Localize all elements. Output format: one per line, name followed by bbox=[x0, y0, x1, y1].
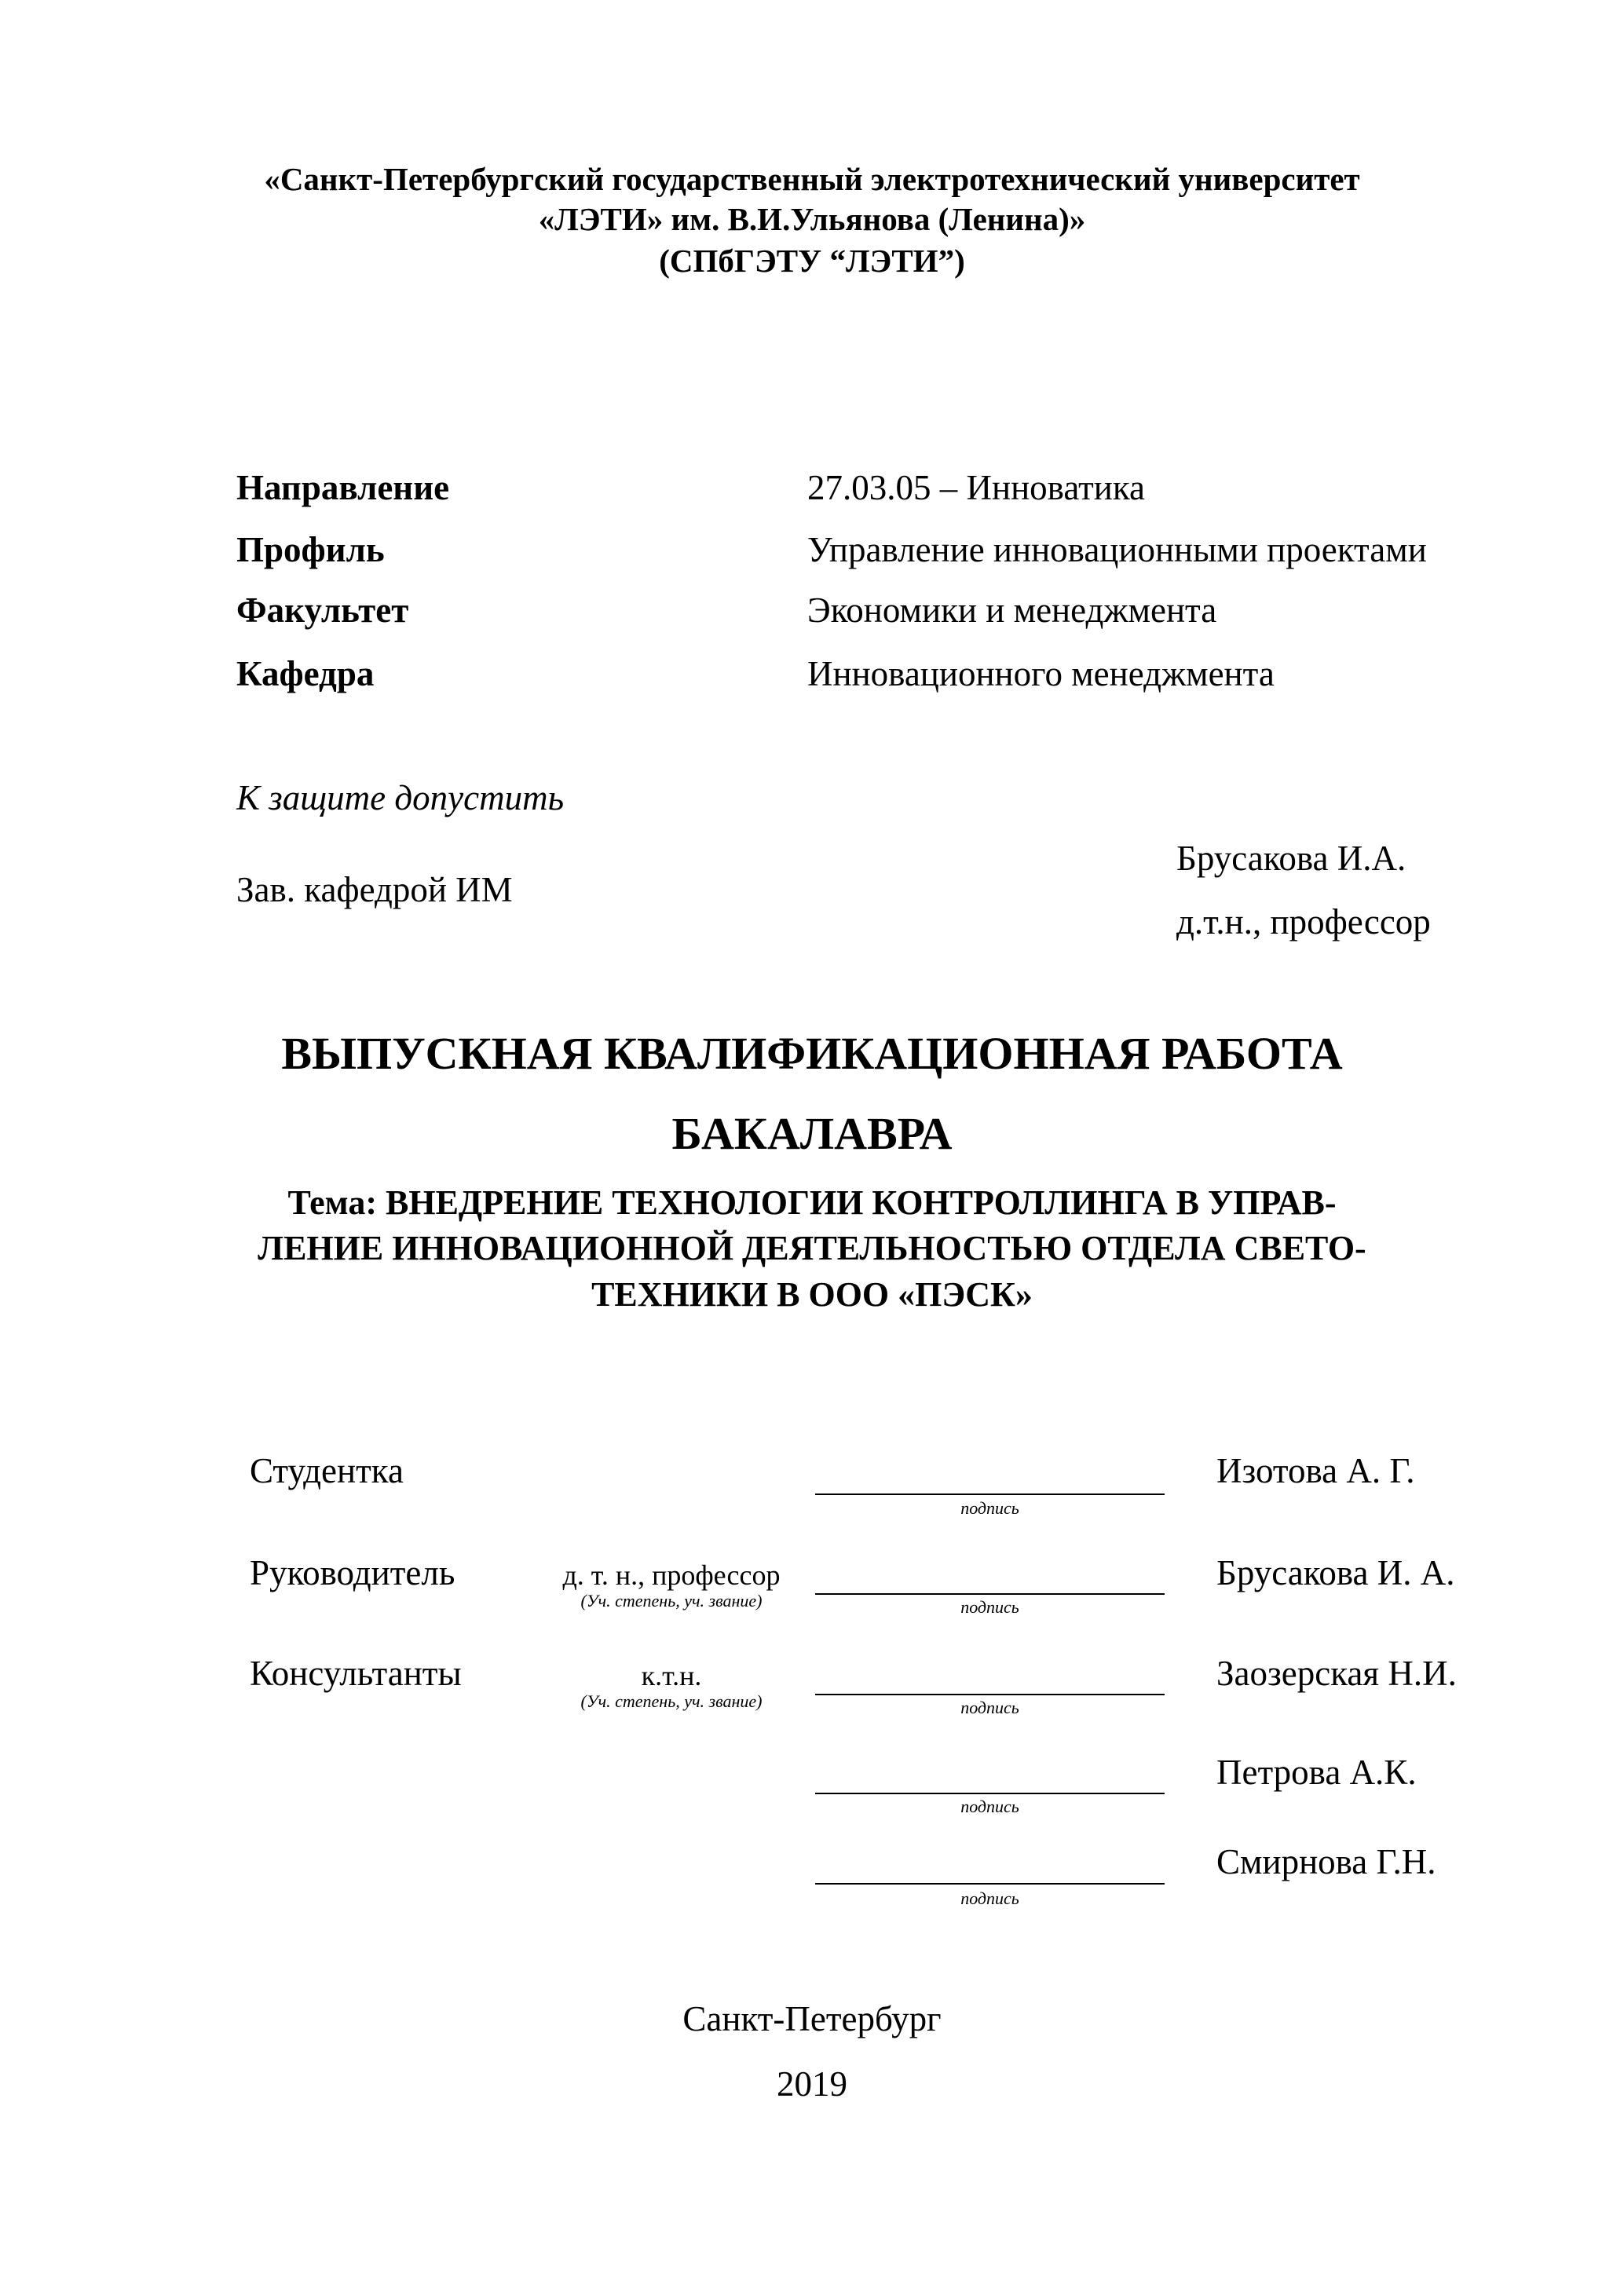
signature-line bbox=[815, 1694, 1165, 1695]
university-name-line2: «ЛЭТИ» им. В.И.Ульянова (Ленина)» bbox=[538, 201, 1086, 237]
theme-line3: ТЕХНИКИ В ООО «ПЭСК» bbox=[591, 1275, 1033, 1314]
signature-line bbox=[815, 1593, 1165, 1595]
signature-caption: подпись bbox=[960, 1597, 1019, 1617]
role-supervisor: Руководитель bbox=[250, 1553, 455, 1592]
title-line2: БАКАЛАВРА bbox=[671, 1108, 953, 1159]
head-label: Зав. кафедрой ИМ bbox=[236, 870, 513, 909]
supervisor-name: Брусакова И. А. bbox=[1216, 1553, 1455, 1592]
consultant-name-3: Смирнова Г.Н. bbox=[1216, 1842, 1436, 1881]
university-name: «Санкт-Петербургский государственный электротехнический университет bbox=[264, 161, 1360, 197]
info-label-profile: Профиль bbox=[236, 530, 385, 569]
signature-caption: подпись bbox=[960, 1888, 1019, 1908]
theme-line1: Тема: ВНЕДРЕНИЕ ТЕХНОЛОГИИ КОНТРОЛЛИНГА В УПРАВ- bbox=[287, 1183, 1337, 1222]
role-student: Студентка bbox=[250, 1451, 404, 1490]
info-value-profile: Управление инновационными проектами bbox=[807, 530, 1427, 569]
university-abbr: (СПбГЭТУ “ЛЭТИ”) bbox=[659, 243, 965, 279]
info-value-department: Инновационного менеджмента bbox=[807, 654, 1275, 693]
year: 2019 bbox=[777, 2064, 847, 2104]
signature-line bbox=[815, 1883, 1165, 1885]
admit-text: К защите допустить bbox=[236, 778, 565, 817]
info-value-faculty: Экономики и менеджмента bbox=[807, 590, 1217, 630]
signature-caption: подпись bbox=[960, 1498, 1019, 1518]
consultant-degree: к.т.н. bbox=[641, 1660, 702, 1691]
info-label-department: Кафедра bbox=[236, 654, 375, 693]
info-label-direction: Направление bbox=[236, 468, 450, 507]
head-name: Брусакова И.А. bbox=[1176, 839, 1406, 878]
consultant-name-2: Петрова А.К. bbox=[1216, 1753, 1417, 1792]
signature-line bbox=[815, 1493, 1165, 1495]
role-consultants: Консультанты bbox=[250, 1654, 462, 1693]
info-label-faculty: Факультет bbox=[236, 590, 409, 630]
consultant-name-1: Заозерская Н.И. bbox=[1216, 1654, 1457, 1693]
head-degree: д.т.н., профессор bbox=[1176, 902, 1431, 941]
signature-caption: подпись bbox=[960, 1698, 1019, 1717]
title-line1: ВЫПУСКНАЯ КВАЛИФИКАЦИОННАЯ РАБОТА bbox=[281, 1028, 1343, 1079]
degree-caption: (Уч. степень, уч. звание) bbox=[580, 1691, 763, 1711]
signature-line bbox=[815, 1793, 1165, 1794]
city: Санкт-Петербург bbox=[682, 1999, 942, 2038]
theme-line2: ЛЕНИЕ ИННОВАЦИОННОЙ ДЕЯТЕЛЬНОСТЬЮ ОТДЕЛА СВЕТО- bbox=[258, 1229, 1366, 1267]
info-value-direction: 27.03.05 – Инноватика bbox=[807, 468, 1146, 507]
student-name: Изотова А. Г. bbox=[1216, 1451, 1415, 1490]
signature-caption: подпись bbox=[960, 1797, 1019, 1816]
degree-caption: (Уч. степень, уч. звание) bbox=[580, 1591, 763, 1610]
supervisor-degree: д. т. н., профессор bbox=[562, 1559, 781, 1591]
